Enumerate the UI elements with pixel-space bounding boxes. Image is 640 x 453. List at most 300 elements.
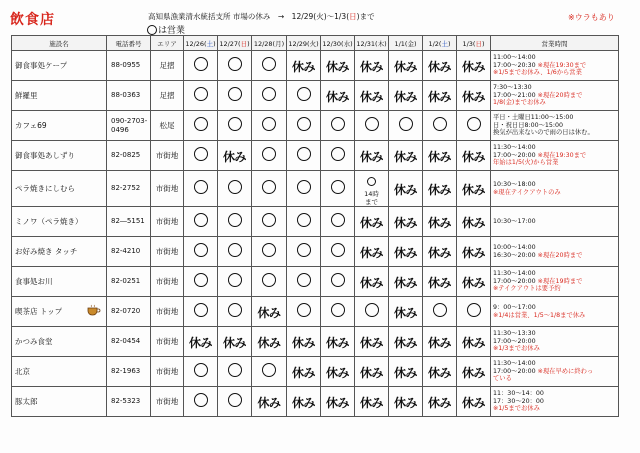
open-circle-icon bbox=[194, 393, 208, 407]
closed-label: 休み bbox=[325, 336, 349, 350]
hours-line: 17:00～21:00 bbox=[493, 91, 538, 99]
header-day-weekday: 木 bbox=[377, 39, 385, 48]
day-status bbox=[389, 111, 423, 141]
area-label: 市街地 bbox=[151, 237, 184, 267]
phone-line: 82-0454 bbox=[111, 337, 141, 345]
hours-note: ※テイクアウトは要予約 bbox=[493, 285, 561, 293]
day-status bbox=[218, 237, 252, 267]
closed-label: 休み bbox=[393, 183, 417, 197]
hours-note: ※現在20時まで bbox=[537, 251, 583, 259]
day-status bbox=[252, 267, 287, 297]
day-status bbox=[423, 267, 457, 297]
open-circle-icon bbox=[228, 273, 242, 287]
day-status bbox=[321, 387, 355, 417]
partial-time: 14時 bbox=[364, 190, 379, 198]
hours-note: ※現在19:30まで bbox=[537, 151, 587, 159]
phone-line: 82-0251 bbox=[111, 277, 141, 285]
day-status bbox=[218, 81, 252, 111]
closed-label: 休み bbox=[257, 306, 281, 320]
open-circle-icon bbox=[365, 303, 379, 317]
phone-line: 0496 bbox=[111, 125, 129, 134]
hours-line: 換気が出来ないので雨の日は休む。 bbox=[493, 129, 594, 137]
hours-line: 11：30～14：00 bbox=[493, 390, 544, 398]
day-status bbox=[184, 327, 218, 357]
open-circle-icon bbox=[194, 87, 208, 101]
closed-label: 休み bbox=[359, 336, 383, 350]
hours-note: ている bbox=[493, 375, 512, 383]
hours-line: 平日・土曜日11:00～15:00 bbox=[493, 114, 574, 122]
header-day-weekday: 水 bbox=[343, 39, 351, 48]
restaurant-name: ペラ焼きにしむら bbox=[12, 171, 107, 207]
day-status bbox=[184, 81, 218, 111]
day-status bbox=[252, 171, 287, 207]
closed-label: 休み bbox=[222, 336, 246, 350]
open-circle-icon bbox=[194, 180, 208, 194]
closed-label: 休み bbox=[325, 366, 349, 380]
phone-number bbox=[107, 51, 151, 81]
hours-line: 17:00～20:30 bbox=[493, 61, 538, 69]
day-status bbox=[321, 171, 355, 207]
open-circle-icon bbox=[194, 273, 208, 287]
day-status bbox=[252, 51, 287, 81]
day-status bbox=[287, 51, 321, 81]
closed-label: 休み bbox=[359, 216, 383, 230]
day-status bbox=[287, 387, 321, 417]
day-status bbox=[423, 297, 457, 327]
header-day bbox=[321, 36, 355, 51]
day-status bbox=[389, 81, 423, 111]
closed-label: 休み bbox=[325, 60, 349, 74]
open-circle-icon bbox=[262, 147, 276, 161]
table-row bbox=[12, 387, 619, 417]
day-status bbox=[321, 81, 355, 111]
closed-label: 休み bbox=[359, 150, 383, 164]
business-hours bbox=[491, 81, 619, 111]
open-circle-icon bbox=[262, 87, 276, 101]
closed-label: 休み bbox=[427, 336, 451, 350]
closed-label: 休み bbox=[427, 150, 451, 164]
day-status bbox=[252, 327, 287, 357]
header-day bbox=[184, 36, 218, 51]
closed-label: 休み bbox=[427, 246, 451, 260]
business-hours bbox=[491, 171, 619, 207]
hours-line: 10:30～17:00 bbox=[493, 217, 536, 225]
header-day-weekday: 日 bbox=[240, 39, 248, 48]
closed-label: 休み bbox=[257, 396, 281, 410]
open-circle-icon bbox=[262, 243, 276, 257]
phone-line: 82―5151 bbox=[111, 217, 145, 225]
open-circle-icon bbox=[367, 177, 376, 186]
header-day-close: ) bbox=[481, 39, 485, 48]
day-status bbox=[184, 237, 218, 267]
day-status bbox=[184, 171, 218, 207]
area-label: 足摺 bbox=[151, 81, 184, 111]
hours-line: 17:00～20:00 bbox=[493, 151, 538, 159]
table-row bbox=[12, 141, 619, 171]
closed-label: 休み bbox=[359, 60, 383, 74]
day-status bbox=[218, 207, 252, 237]
header-day-date: 12/29( bbox=[288, 39, 310, 48]
day-status bbox=[389, 237, 423, 267]
open-circle-icon bbox=[228, 180, 242, 194]
closed-label: 休み bbox=[359, 246, 383, 260]
day-status bbox=[355, 267, 389, 297]
restaurant-name: お好み焼き タッチ bbox=[12, 237, 107, 267]
open-circle-icon bbox=[194, 147, 208, 161]
closed-label: 休み bbox=[393, 90, 417, 104]
hours-note: ※1/4は営業、1/5～1/8まで休み bbox=[493, 311, 586, 319]
open-circle-icon bbox=[262, 180, 276, 194]
area-label: 市街地 bbox=[151, 207, 184, 237]
day-status bbox=[355, 327, 389, 357]
day-status bbox=[457, 51, 491, 81]
day-status bbox=[457, 267, 491, 297]
hours-line: 10:30～18:00 bbox=[493, 180, 536, 188]
header-day-weekday: 土 bbox=[441, 39, 448, 48]
phone-number bbox=[107, 267, 151, 297]
day-status bbox=[252, 111, 287, 141]
open-circle-icon bbox=[262, 363, 276, 377]
open-circle-icon bbox=[194, 213, 208, 227]
restaurant-name: 御食事処ケープ bbox=[12, 51, 107, 81]
day-status bbox=[184, 387, 218, 417]
header-day-date: 12/26( bbox=[185, 39, 207, 48]
open-circle-icon bbox=[228, 393, 242, 407]
open-circle-icon bbox=[297, 87, 311, 101]
day-status bbox=[389, 387, 423, 417]
closed-label: 休み bbox=[222, 150, 246, 164]
open-circle-icon bbox=[297, 180, 311, 194]
day-status bbox=[252, 297, 287, 327]
hours-line: 10:00～14:00 bbox=[493, 243, 536, 251]
hours-note: ※1/5までお休み bbox=[493, 405, 540, 413]
open-circle-icon bbox=[365, 117, 379, 131]
day-status bbox=[389, 267, 423, 297]
day-status bbox=[287, 207, 321, 237]
open-circle-icon bbox=[331, 273, 345, 287]
phone-line: 88-0363 bbox=[111, 91, 141, 99]
header-day-close: ) bbox=[447, 39, 451, 48]
day-status bbox=[389, 357, 423, 387]
phone-number bbox=[107, 237, 151, 267]
closed-label: 休み bbox=[461, 150, 485, 164]
header-day-date: 1/1( bbox=[394, 39, 408, 48]
day-status bbox=[287, 267, 321, 297]
closed-label: 休み bbox=[461, 60, 485, 74]
open-circle-icon bbox=[297, 147, 311, 161]
day-status bbox=[355, 237, 389, 267]
area-label: 市街地 bbox=[151, 327, 184, 357]
open-circle-icon bbox=[433, 117, 447, 131]
hours-note: ※1/5までお休み、1/6から営業 bbox=[493, 69, 582, 77]
business-hours bbox=[491, 237, 619, 267]
open-circle-icon bbox=[228, 57, 242, 71]
day-status bbox=[184, 141, 218, 171]
day-status bbox=[423, 387, 457, 417]
business-hours bbox=[491, 111, 619, 141]
partial-until: まで bbox=[365, 198, 378, 206]
day-status bbox=[321, 327, 355, 357]
closed-label: 休み bbox=[359, 366, 383, 380]
closed-label: 休み bbox=[393, 396, 417, 410]
hours-line: 11:30～14:00 bbox=[493, 144, 536, 152]
day-status bbox=[423, 327, 457, 357]
day-status bbox=[218, 327, 252, 357]
closed-label: 休み bbox=[325, 396, 349, 410]
hours-note: ※現在19:30まで bbox=[537, 61, 587, 69]
closed-label: 休み bbox=[393, 276, 417, 290]
closed-label: 休み bbox=[427, 183, 451, 197]
day-status bbox=[184, 297, 218, 327]
header-day-date: 12/31( bbox=[356, 39, 378, 48]
business-hours bbox=[491, 207, 619, 237]
day-status bbox=[218, 111, 252, 141]
business-hours bbox=[491, 267, 619, 297]
header-day-weekday: 火 bbox=[309, 39, 317, 48]
day-status bbox=[355, 81, 389, 111]
open-circle-icon bbox=[331, 180, 345, 194]
closed-label: 休み bbox=[427, 90, 451, 104]
day-status bbox=[457, 357, 491, 387]
day-status bbox=[355, 171, 389, 207]
open-circle-icon bbox=[331, 117, 345, 131]
day-status bbox=[321, 111, 355, 141]
header-row bbox=[12, 36, 619, 51]
market-holiday-prefix: 高知県漁業清水統括支所 市場の休み → 12/29(火)～1/3( bbox=[148, 12, 350, 21]
open-circle-icon bbox=[297, 117, 311, 131]
open-circle-icon bbox=[331, 303, 345, 317]
closed-label: 休み bbox=[461, 336, 485, 350]
hours-line: 17:00～20:00 bbox=[493, 367, 538, 375]
day-status bbox=[184, 51, 218, 81]
hours-line: 11:00～14:00 bbox=[493, 54, 536, 62]
open-circle-icon bbox=[262, 57, 276, 71]
open-circle-icon bbox=[399, 117, 413, 131]
restaurant-name: カフェ69 bbox=[12, 111, 107, 141]
phone-number bbox=[107, 297, 151, 327]
phone-number bbox=[107, 207, 151, 237]
phone-line: 82-5323 bbox=[111, 397, 141, 405]
hours-note: ※現在早めに終わっ bbox=[537, 367, 594, 375]
day-status bbox=[355, 357, 389, 387]
header-area: エリア bbox=[151, 36, 184, 51]
hours-note: ※現在20時まで bbox=[537, 91, 583, 99]
open-circle-icon bbox=[433, 303, 447, 317]
open-circle-icon bbox=[467, 303, 481, 317]
closed-label: 休み bbox=[393, 246, 417, 260]
open-circle-icon bbox=[194, 243, 208, 257]
closed-label: 休み bbox=[461, 396, 485, 410]
header-day-close: ) bbox=[413, 39, 417, 48]
closed-label: 休み bbox=[393, 150, 417, 164]
day-status bbox=[287, 111, 321, 141]
day-status bbox=[218, 51, 252, 81]
header-day-close: ) bbox=[247, 39, 250, 48]
header-day-date: 1/2( bbox=[428, 39, 442, 48]
market-holiday-suffix: )まで bbox=[356, 12, 375, 21]
day-status bbox=[355, 51, 389, 81]
closed-label: 休み bbox=[427, 60, 451, 74]
hours-line: 7:30～13:30 bbox=[493, 84, 532, 92]
open-circle-icon bbox=[297, 303, 311, 317]
open-circle-icon bbox=[262, 273, 276, 287]
open-circle-icon bbox=[228, 303, 242, 317]
header-day-date: 12/27( bbox=[219, 39, 241, 48]
table-row bbox=[12, 51, 619, 81]
closed-label: 休み bbox=[461, 366, 485, 380]
header-day-close: ) bbox=[213, 39, 216, 48]
header-day-close: ) bbox=[350, 39, 353, 48]
header-day bbox=[287, 36, 321, 51]
closed-label: 休み bbox=[291, 60, 315, 74]
open-legend-label: は営業 bbox=[158, 26, 186, 36]
day-status bbox=[184, 267, 218, 297]
area-label: 市街地 bbox=[151, 357, 184, 387]
open-circle-icon bbox=[297, 213, 311, 227]
open-circle-icon bbox=[228, 117, 242, 131]
business-hours bbox=[491, 387, 619, 417]
closed-label: 休み bbox=[257, 336, 281, 350]
day-status bbox=[287, 357, 321, 387]
hours-line: 17：30～20：00 bbox=[493, 397, 544, 405]
day-status bbox=[287, 171, 321, 207]
open-circle-icon bbox=[228, 213, 242, 227]
closed-label: 休み bbox=[461, 276, 485, 290]
open-circle-icon bbox=[331, 147, 345, 161]
header-day-weekday: 土 bbox=[206, 39, 214, 48]
hours-line: 日・祝日日8:00～15:00 bbox=[493, 121, 564, 129]
phone-number bbox=[107, 357, 151, 387]
closed-label: 休み bbox=[393, 60, 417, 74]
header-day-weekday: 金 bbox=[407, 39, 414, 48]
day-status bbox=[355, 297, 389, 327]
header-day bbox=[252, 36, 287, 51]
phone-line: 82-4210 bbox=[111, 247, 141, 255]
day-status bbox=[355, 111, 389, 141]
closed-label: 休み bbox=[188, 336, 212, 350]
day-status bbox=[423, 81, 457, 111]
phone-number bbox=[107, 387, 151, 417]
restaurant-name: 喫茶店 トップ bbox=[12, 297, 107, 327]
area-label: 市街地 bbox=[151, 267, 184, 297]
open-circle-icon bbox=[228, 363, 242, 377]
day-status bbox=[252, 81, 287, 111]
page-title: 飲食店 bbox=[10, 12, 55, 28]
restaurant-name: ミノワ（ペラ焼き） bbox=[12, 207, 107, 237]
header-day bbox=[218, 36, 252, 51]
header-day bbox=[389, 36, 423, 51]
closed-label: 休み bbox=[427, 366, 451, 380]
area-label: 市街地 bbox=[151, 171, 184, 207]
restaurant-name: 北京 bbox=[12, 357, 107, 387]
day-status bbox=[287, 297, 321, 327]
phone-line: 82-0720 bbox=[111, 307, 141, 315]
day-status bbox=[287, 141, 321, 171]
table-row bbox=[12, 171, 619, 207]
closed-label: 休み bbox=[427, 396, 451, 410]
day-status bbox=[218, 171, 252, 207]
closed-label: 休み bbox=[427, 276, 451, 290]
day-status bbox=[423, 207, 457, 237]
day-status bbox=[389, 141, 423, 171]
market-holiday-note bbox=[148, 11, 375, 22]
business-hours bbox=[491, 357, 619, 387]
day-status bbox=[252, 141, 287, 171]
hours-note: 1/8(金)までお休み bbox=[493, 99, 546, 107]
area-label: 市街地 bbox=[151, 387, 184, 417]
phone-line: 82-0825 bbox=[111, 151, 141, 159]
business-hours bbox=[491, 297, 619, 327]
day-status bbox=[423, 237, 457, 267]
phone-line: 88-0955 bbox=[111, 61, 141, 69]
hours-line: 17:00～20:00 bbox=[493, 277, 538, 285]
closed-label: 休み bbox=[461, 90, 485, 104]
day-status bbox=[218, 357, 252, 387]
table-row bbox=[12, 267, 619, 297]
day-status bbox=[355, 207, 389, 237]
phone-number bbox=[107, 141, 151, 171]
day-status bbox=[389, 171, 423, 207]
day-status bbox=[457, 327, 491, 357]
day-status bbox=[389, 327, 423, 357]
hours-line: 11:30～14:00 bbox=[493, 360, 536, 368]
day-status bbox=[287, 81, 321, 111]
day-status bbox=[218, 267, 252, 297]
hours-line: 9：00～17:00 bbox=[493, 303, 536, 311]
hours-note: ※1/3までお休み bbox=[493, 345, 540, 353]
header-day-date: 1/3( bbox=[462, 39, 476, 48]
day-status bbox=[218, 387, 252, 417]
day-status bbox=[321, 357, 355, 387]
header-day-date: 12/30( bbox=[322, 39, 344, 48]
closed-label: 休み bbox=[393, 216, 417, 230]
table-row bbox=[12, 81, 619, 111]
day-status bbox=[423, 111, 457, 141]
hours-note: 年始は1/5(火)から営業 bbox=[493, 159, 559, 167]
restaurant-name: 食事処お川 bbox=[12, 267, 107, 297]
closed-label: 休み bbox=[393, 306, 417, 320]
open-circle-icon bbox=[467, 117, 481, 131]
open-circle-icon bbox=[262, 213, 276, 227]
back-side-note: ※ウラもあり bbox=[568, 13, 615, 22]
day-status bbox=[184, 357, 218, 387]
open-circle-icon bbox=[147, 25, 157, 35]
header-phone: 電話番号 bbox=[107, 36, 151, 51]
hours-note: ※現在19時まで bbox=[537, 277, 583, 285]
closed-label: 休み bbox=[291, 396, 315, 410]
open-circle-icon bbox=[194, 57, 208, 71]
table-row bbox=[12, 297, 619, 327]
table-row bbox=[12, 207, 619, 237]
phone-line: 82-1963 bbox=[111, 367, 141, 375]
table-row bbox=[12, 327, 619, 357]
day-status bbox=[389, 207, 423, 237]
day-status bbox=[423, 51, 457, 81]
day-status bbox=[321, 51, 355, 81]
day-status bbox=[287, 237, 321, 267]
day-status bbox=[355, 387, 389, 417]
table-row bbox=[12, 357, 619, 387]
phone-number bbox=[107, 81, 151, 111]
area-label: 市街地 bbox=[151, 141, 184, 171]
phone-number bbox=[107, 171, 151, 207]
business-hours bbox=[491, 51, 619, 81]
table-body bbox=[12, 51, 619, 417]
day-status bbox=[184, 111, 218, 141]
phone-number bbox=[107, 111, 151, 141]
hours-note: ※現在テイクアウトのみ bbox=[493, 188, 561, 196]
open-circle-icon bbox=[331, 213, 345, 227]
